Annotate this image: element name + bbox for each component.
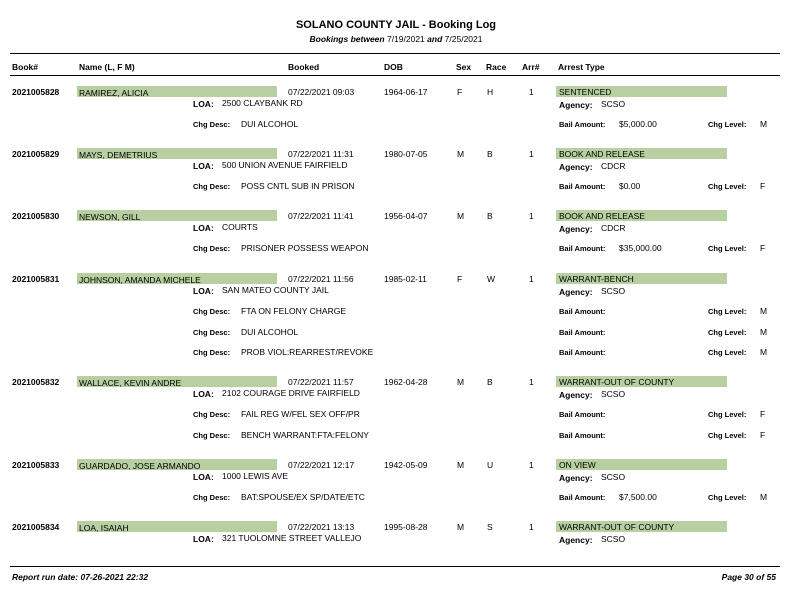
charge-level: F bbox=[760, 181, 766, 191]
sex-value: M bbox=[457, 377, 465, 387]
race-value: B bbox=[487, 211, 493, 221]
bail-amount: $5,000.00 bbox=[619, 119, 657, 129]
charge-description: DUI ALCOHOL bbox=[241, 119, 299, 129]
inmate-name: MAYS, DEMETRIUS bbox=[79, 150, 158, 160]
date-of-birth: 1942-05-09 bbox=[384, 460, 428, 470]
race-value: H bbox=[487, 87, 494, 97]
bail-amount: $0.00 bbox=[619, 181, 641, 191]
arrest-type: ON VIEW bbox=[559, 460, 596, 470]
sex-value: F bbox=[457, 87, 463, 97]
book-number: 2021005833 bbox=[12, 460, 60, 470]
charge-description: POSS CNTL SUB IN PRISON bbox=[241, 181, 355, 191]
booked-datetime: 07/22/2021 11:41 bbox=[288, 211, 354, 221]
agency-value: SCSO bbox=[601, 99, 626, 109]
charge-desc-label: Chg Desc: bbox=[193, 431, 231, 440]
arrest-type: WARRANT-BENCH bbox=[559, 274, 634, 284]
date-of-birth: 1980-07-05 bbox=[384, 149, 428, 159]
col-header-race: Race bbox=[486, 62, 507, 72]
agency-label: Agency: bbox=[559, 162, 593, 172]
charge-level: M bbox=[760, 119, 768, 129]
charge-level-label: Chg Level: bbox=[708, 493, 747, 502]
inmate-name: WALLACE, KEVIN ANDRE bbox=[79, 378, 182, 388]
bail-amount-label: Bail Amount: bbox=[559, 307, 606, 316]
race-value: S bbox=[487, 522, 493, 532]
loa-label: LOA: bbox=[193, 389, 214, 399]
charge-level-label: Chg Level: bbox=[708, 307, 747, 316]
col-header-arrest-type: Arrest Type bbox=[558, 62, 605, 72]
date-of-birth: 1956-04-07 bbox=[384, 211, 428, 221]
date-of-birth: 1964-06-17 bbox=[384, 87, 428, 97]
loa-label: LOA: bbox=[193, 223, 214, 233]
subtitle-prefix: Bookings between bbox=[309, 34, 385, 44]
arrest-number: 1 bbox=[529, 460, 534, 470]
arrest-number: 1 bbox=[529, 522, 534, 532]
bail-amount-label: Bail Amount: bbox=[559, 348, 606, 357]
loa-value: 1000 LEWIS AVE bbox=[222, 471, 288, 481]
arrest-number: 1 bbox=[529, 149, 534, 159]
charge-description: FAIL REG W/FEL SEX OFF/PR bbox=[241, 409, 360, 419]
agency-label: Agency: bbox=[559, 473, 593, 483]
booked-datetime: 07/22/2021 11:31 bbox=[288, 149, 354, 159]
arrest-type: BOOK AND RELEASE bbox=[559, 149, 645, 159]
inmate-name: NEWSON, GILL bbox=[79, 212, 141, 222]
charge-description: PROB VIOL:REARREST/REVOKE bbox=[241, 347, 374, 357]
charge-level-label: Chg Level: bbox=[708, 182, 747, 191]
header-bottom-rule bbox=[10, 75, 780, 76]
inmate-name: RAMIREZ, ALICIA bbox=[79, 88, 149, 98]
charge-desc-label: Chg Desc: bbox=[193, 307, 231, 316]
race-value: B bbox=[487, 377, 493, 387]
loa-value: 321 TUOLOMNE STREET VALLEJO bbox=[222, 533, 362, 543]
report-title: SOLANO COUNTY JAIL - Booking Log bbox=[295, 19, 497, 31]
bail-amount-label: Bail Amount: bbox=[559, 493, 606, 502]
arrest-number: 1 bbox=[529, 87, 534, 97]
loa-label: LOA: bbox=[193, 534, 214, 544]
charge-desc-label: Chg Desc: bbox=[193, 120, 231, 129]
charge-level: M bbox=[760, 347, 768, 357]
agency-value: CDCR bbox=[601, 161, 626, 171]
header-top-rule bbox=[10, 53, 780, 54]
charge-level: F bbox=[760, 243, 766, 253]
charge-description: DUI ALCOHOL bbox=[241, 327, 299, 337]
booked-datetime: 07/22/2021 11:57 bbox=[288, 377, 354, 387]
arrest-type: WARRANT-OUT OF COUNTY bbox=[559, 377, 675, 387]
booked-datetime: 07/22/2021 11:56 bbox=[288, 274, 354, 284]
charge-level-label: Chg Level: bbox=[708, 431, 747, 440]
inmate-name: JOHNSON, AMANDA MICHELE bbox=[79, 275, 201, 285]
charge-desc-label: Chg Desc: bbox=[193, 328, 231, 337]
agency-label: Agency: bbox=[559, 224, 593, 234]
subtitle-and: and bbox=[427, 34, 443, 44]
book-number: 2021005834 bbox=[12, 522, 60, 532]
charge-level-label: Chg Level: bbox=[708, 328, 747, 337]
race-value: U bbox=[487, 460, 494, 470]
bail-amount: $35,000.00 bbox=[619, 243, 662, 253]
col-header-name: Name (L, F M) bbox=[79, 62, 135, 72]
loa-label: LOA: bbox=[193, 472, 214, 482]
agency-value: SCSO bbox=[601, 286, 626, 296]
page-number: Page 30 of 55 bbox=[721, 572, 776, 582]
sex-value: M bbox=[457, 460, 465, 470]
arrest-number: 1 bbox=[529, 274, 534, 284]
book-number: 2021005832 bbox=[12, 377, 60, 387]
loa-value: 2500 CLAYBANK RD bbox=[222, 98, 303, 108]
sex-value: M bbox=[457, 522, 465, 532]
bail-amount-label: Bail Amount: bbox=[559, 182, 606, 191]
bail-amount-label: Bail Amount: bbox=[559, 431, 606, 440]
charge-desc-label: Chg Desc: bbox=[193, 182, 231, 191]
col-header-dob: DOB bbox=[384, 62, 403, 72]
report-run-date: Report run date: 07-26-2021 22:32 bbox=[12, 572, 149, 582]
sex-value: M bbox=[457, 149, 465, 159]
booked-datetime: 07/22/2021 13:13 bbox=[288, 522, 355, 532]
race-value: W bbox=[487, 274, 496, 284]
charge-desc-label: Chg Desc: bbox=[193, 348, 231, 357]
agency-label: Agency: bbox=[559, 100, 593, 110]
charge-desc-label: Chg Desc: bbox=[193, 493, 231, 502]
bail-amount: $7,500.00 bbox=[619, 492, 657, 502]
charge-level: F bbox=[760, 409, 766, 419]
agency-label: Agency: bbox=[559, 535, 593, 545]
arrest-number: 1 bbox=[529, 211, 534, 221]
bail-amount-label: Bail Amount: bbox=[559, 410, 606, 419]
sex-value: M bbox=[457, 211, 465, 221]
charge-desc-label: Chg Desc: bbox=[193, 244, 231, 253]
charge-level-label: Chg Level: bbox=[708, 244, 747, 253]
arrest-number: 1 bbox=[529, 377, 534, 387]
inmate-name: LOA, ISAIAH bbox=[79, 523, 129, 533]
inmate-name: GUARDADO, JOSE ARMANDO bbox=[79, 461, 201, 471]
agency-value: SCSO bbox=[601, 472, 626, 482]
bail-amount-label: Bail Amount: bbox=[559, 244, 606, 253]
charge-desc-label: Chg Desc: bbox=[193, 410, 231, 419]
charge-description: BAT:SPOUSE/EX SP/DATE/ETC bbox=[241, 492, 365, 502]
booked-datetime: 07/22/2021 09:03 bbox=[288, 87, 355, 97]
book-number: 2021005830 bbox=[12, 211, 60, 221]
col-header-booked: Booked bbox=[288, 62, 320, 72]
footer-rule bbox=[10, 566, 780, 567]
end-date: 7/25/2021 bbox=[444, 34, 483, 44]
agency-value: CDCR bbox=[601, 223, 626, 233]
col-header-arr: Arr# bbox=[522, 62, 540, 72]
bail-amount-label: Bail Amount: bbox=[559, 120, 606, 129]
book-number: 2021005829 bbox=[12, 149, 60, 159]
charge-level: M bbox=[760, 492, 768, 502]
charge-description: BENCH WARRANT:FTA:FELONY bbox=[241, 430, 369, 440]
col-header-sex: Sex bbox=[456, 62, 472, 72]
arrest-type: BOOK AND RELEASE bbox=[559, 211, 645, 221]
col-header-book: Book# bbox=[12, 62, 38, 72]
charge-level: M bbox=[760, 327, 768, 337]
agency-value: SCSO bbox=[601, 534, 626, 544]
book-number: 2021005828 bbox=[12, 87, 60, 97]
charge-description: PRISONER POSSESS WEAPON bbox=[241, 243, 369, 253]
charge-level: M bbox=[760, 306, 768, 316]
charge-level: F bbox=[760, 430, 766, 440]
loa-value: SAN MATEO COUNTY JAIL bbox=[222, 285, 329, 295]
charge-level-label: Chg Level: bbox=[708, 348, 747, 357]
charge-description: FTA ON FELONY CHARGE bbox=[241, 306, 347, 316]
agency-label: Agency: bbox=[559, 390, 593, 400]
bail-amount-label: Bail Amount: bbox=[559, 328, 606, 337]
book-number: 2021005831 bbox=[12, 274, 60, 284]
date-of-birth: 1995-08-28 bbox=[384, 522, 428, 532]
loa-label: LOA: bbox=[193, 161, 214, 171]
date-of-birth: 1985-02-11 bbox=[384, 274, 427, 284]
date-of-birth: 1962-04-28 bbox=[384, 377, 428, 387]
arrest-type: SENTENCED bbox=[559, 87, 612, 97]
charge-level-label: Chg Level: bbox=[708, 120, 747, 129]
loa-label: LOA: bbox=[193, 286, 214, 296]
loa-value: 500 UNION AVENUE FAIRFIELD bbox=[222, 160, 348, 170]
arrest-type: WARRANT-OUT OF COUNTY bbox=[559, 522, 675, 532]
report-subtitle bbox=[0, 34, 792, 44]
agency-value: SCSO bbox=[601, 389, 626, 399]
sex-value: F bbox=[457, 274, 463, 284]
booked-datetime: 07/22/2021 12:17 bbox=[288, 460, 355, 470]
agency-label: Agency: bbox=[559, 287, 593, 297]
loa-value: 2102 COURAGE DRIVE FAIRFIELD bbox=[222, 388, 360, 398]
start-date: 7/19/2021 bbox=[386, 34, 425, 44]
loa-label: LOA: bbox=[193, 99, 214, 109]
loa-value: COURTS bbox=[222, 222, 258, 232]
charge-level-label: Chg Level: bbox=[708, 410, 747, 419]
race-value: B bbox=[487, 149, 493, 159]
